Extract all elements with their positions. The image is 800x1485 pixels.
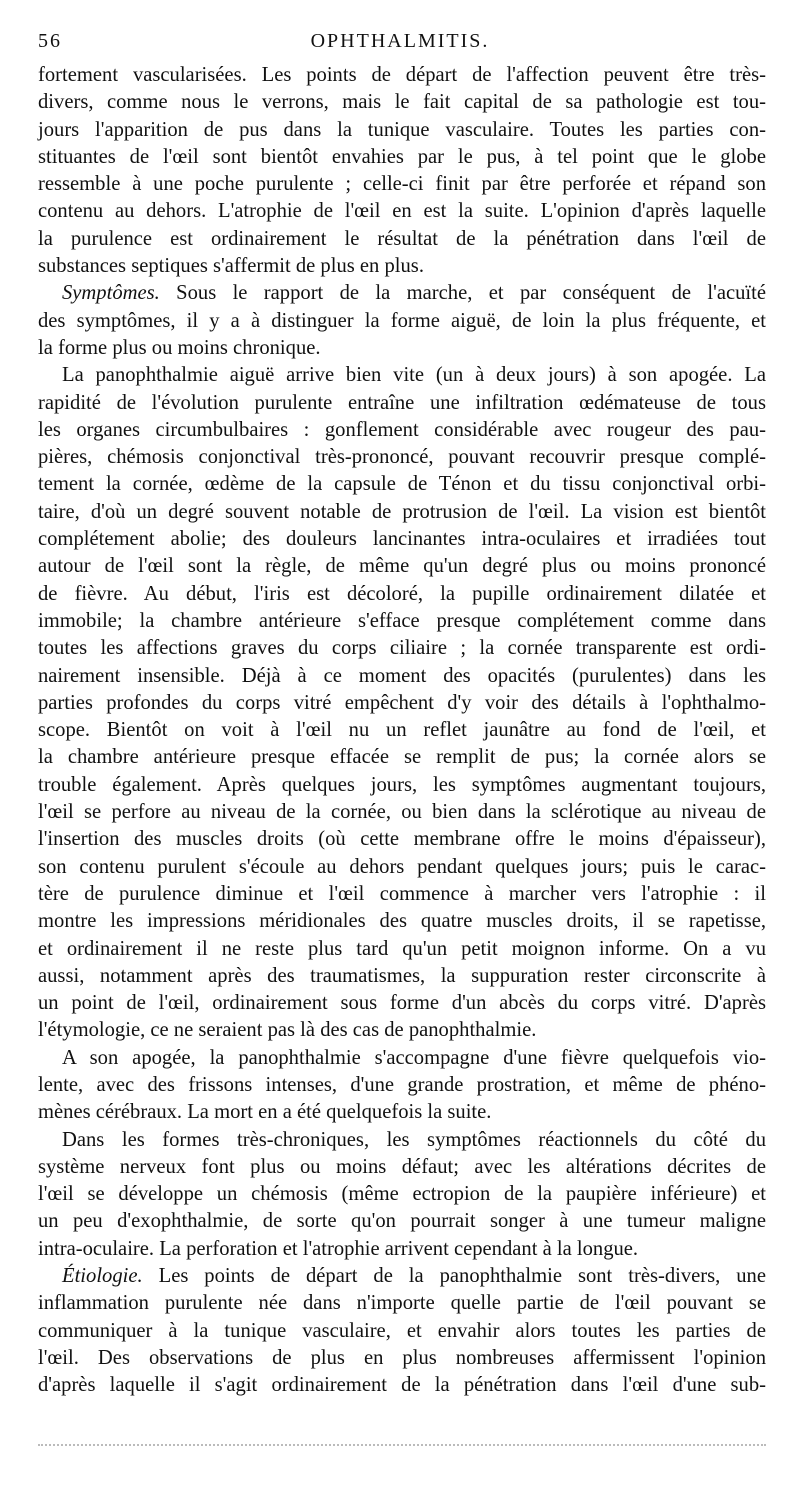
text-line: contenu au dehors. L'atrophie de l'œil en est la suite. L'opinion d'après laquelle (38, 200, 766, 223)
paragraph (38, 1045, 766, 1127)
running-header (38, 30, 762, 54)
running-title: OPHTHALMITIS. (310, 30, 490, 52)
text-line: tère de purulence diminue et l'œil commence à marcher vers l'atrophie : il (38, 882, 766, 905)
text-line: rapidité de l'évolution purulente entraîne une infiltration œdémateuse de tous (38, 391, 766, 414)
text-line: l'œil se perfore au niveau de la cornée, ou bien dans la sclérotique au niveau de (38, 801, 766, 824)
text-line: toutes les affections graves du corps ciliaire ; la cornée transparente est ordi- (38, 637, 766, 660)
paragraph (38, 362, 766, 1044)
text-line: l'œil. Des observations de plus en plus nombreuses affermissent l'opinion (38, 1346, 766, 1369)
text-line: les organes circumbulbaires : gonflement considérable avec rougeur des pau- (38, 418, 766, 441)
text-line: l'œil se développe un chémosis (même ectropion de la paupière inférieure) et (38, 1183, 766, 1206)
text-line: inflammation purulente née dans n'importe quelle partie de l'œil pouvant se (38, 1292, 766, 1315)
text-line: fortement vascularisées. Les points de départ de l'affection peuvent être très- (38, 64, 766, 86)
text-line: d'après laquelle il s'agit ordinairement de la pénétration dans l'œil d'une sub- (38, 1374, 766, 1397)
text-line (38, 1263, 766, 1290)
text-line: divers, comme nous le verrons, mais le fait capital de sa pathologie est tou- (38, 91, 766, 114)
page-number: 56 (38, 30, 62, 52)
text-line: système nerveux font plus ou moins défaut; avec les altérations décrites de (38, 1155, 766, 1178)
text-line: parties profondes du corps vitré empêchent d'y voir des détails à l'ophthalmo- (38, 691, 766, 714)
text-line: son contenu purulent s'écoule au dehors pendant quelques jours; puis le carac- (38, 855, 766, 878)
text-line: aussi, notamment après des traumatismes, la suppuration rester circonscrite à (38, 964, 766, 987)
text-line: l'étymologie, ce ne seraient pas là des cas de panophthalmie. (38, 1019, 537, 1042)
text-line: jours l'apparition de pus dans la tunique vasculaire. Toutes les parties con- (38, 118, 766, 141)
text-line: des symptômes, il y a à distinguer la forme aiguë, de loin la plus fréquente, et (38, 309, 766, 332)
text-line: nairement insensible. Déjà à ce moment des opacités (purulentes) dans les (38, 664, 766, 687)
section-heading-etiologie: Étiologie. (62, 1265, 143, 1288)
text-line: stituantes de l'œil sont bientôt envahies par le pus, à tel point que le globe (38, 145, 766, 168)
text-run: Sous le rapport de la marche, et par conséquent de l'acuïté (159, 282, 766, 305)
text-line: La panophthalmie aiguë arrive bien vite (un à deux jours) à son apogée. La (62, 364, 766, 387)
text-line: et ordinairement il ne reste plus tard qu'un petit moignon informe. On a vu (38, 937, 766, 960)
text-line: scope. Bientôt on voit à l'œil nu un reflet jaunâtre au fond de l'œil, et (38, 719, 766, 742)
text-line: communiquer à la tunique vasculaire, et envahir alors toutes les parties de (38, 1319, 766, 1342)
text-line: la forme plus ou moins chronique. (38, 336, 321, 359)
text-run: Les points de départ de la panophthalmie sont très-divers, une (142, 1265, 766, 1288)
paragraph-etiologie (38, 1263, 766, 1399)
text-line: autour de l'œil sont la règle, de même qu'un degré plus ou moins prononcé (38, 555, 766, 578)
text-line: intra-oculaire. La perforation et l'atrophie arrivent cependant à la longue. (38, 1237, 639, 1260)
text-line: mènes cérébraux. La mort en a été quelquefois la suite. (38, 1101, 492, 1124)
text-line: trouble également. Après quelques jours, les symptômes augmentant toujours, (38, 773, 766, 796)
text-line: la chambre antérieure presque effacée se remplit de pus; la cornée alors se (38, 746, 766, 769)
paragraph-symptomes (38, 280, 766, 362)
section-heading-symptomes: Symptômes. (62, 282, 160, 305)
text-line: Dans les formes très-chroniques, les symptômes réactionnels du côté du (62, 1128, 766, 1151)
text-line: la purulence est ordinairement le résultat de la pénétration dans l'œil de (38, 227, 766, 250)
page-body (38, 62, 766, 1400)
paragraph (38, 1127, 766, 1263)
text-line: immobile; la chambre antérieure s'efface presque complétement comme dans (38, 609, 766, 632)
text-line: complétement abolie; des douleurs lancinantes intra-oculaires et irradiées tout (38, 528, 766, 551)
text-line: montre les impressions méridionales des quatre muscles droits, il se rapetisse, (38, 910, 766, 933)
text-line: lente, avec des frissons intenses, d'une grande prostration, et même de phéno- (38, 1073, 766, 1096)
text-line: ressemble à une poche purulente ; celle-ci finit par être perforée et répand son (38, 173, 766, 196)
paragraph (38, 62, 766, 280)
text-line: pières, chémosis conjonctival très-prononcé, pouvant recouvrir presque complé- (38, 446, 766, 469)
text-line: un peu d'exophthalmie, de sorte qu'on pourrait songer à une tumeur maligne (38, 1210, 766, 1233)
text-line: un point de l'œil, ordinairement sous forme d'un abcès du corps vitré. D'après (38, 992, 766, 1015)
bleed-through-rule (38, 1444, 766, 1446)
text-line: l'insertion des muscles droits (où cette membrane offre le moins d'épaisseur), (38, 828, 766, 851)
text-line (38, 280, 766, 307)
text-line: tement la cornée, œdème de la capsule de Ténon et du tissu conjonctival orbi- (38, 473, 766, 496)
text-line: taire, d'où un degré souvent notable de protrusion de l'œil. La vision est bientôt (38, 500, 766, 523)
text-line: A son apogée, la panophthalmie s'accompagne d'une fièvre quelquefois vio- (62, 1046, 766, 1069)
text-line: substances septiques s'affermit de plus en plus. (38, 255, 424, 278)
text-line: de fièvre. Au début, l'iris est décoloré, la pupille ordinairement dilatée et (38, 582, 766, 605)
